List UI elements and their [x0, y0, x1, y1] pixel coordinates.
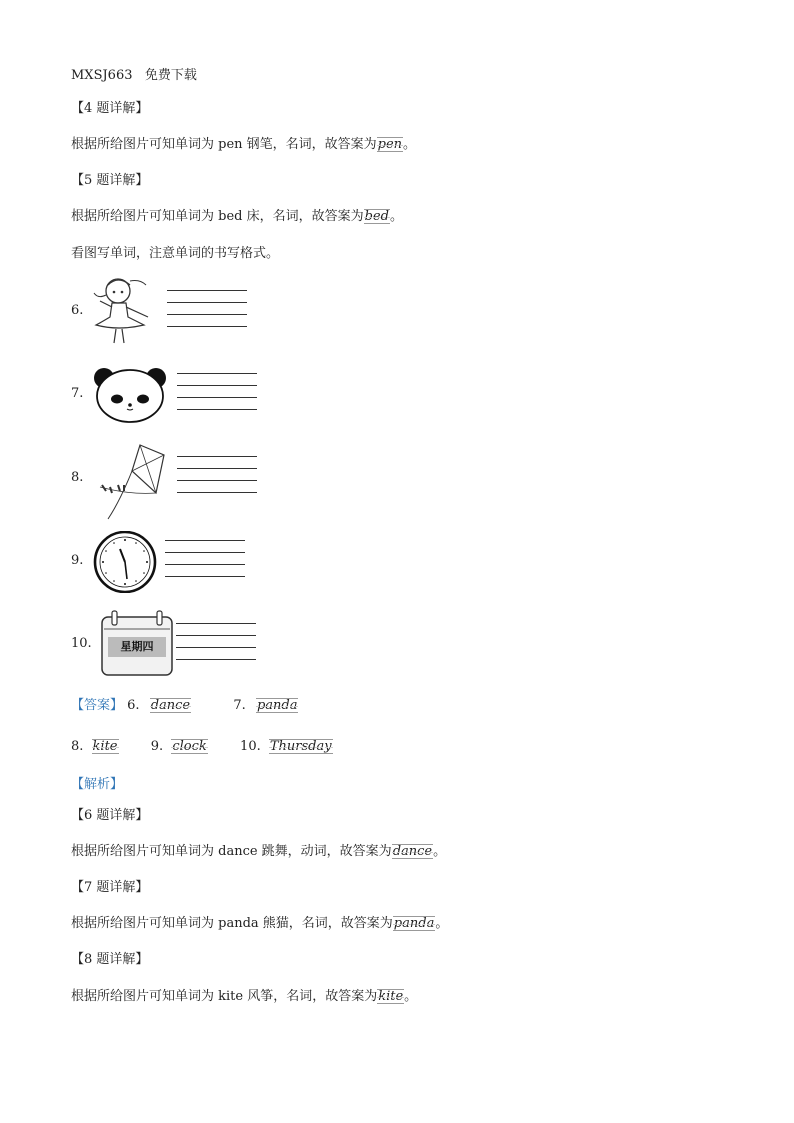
answer-8-number: 8. [71, 739, 84, 754]
answer-8-word: kite [92, 739, 118, 754]
q6-text: 根据所给图片可知单词为 dance 跳舞，动词，故答案为 [71, 844, 392, 859]
item-7-number: 7. [71, 386, 84, 401]
answer-7-word: panda [256, 698, 298, 713]
analysis-label: 【解析】 [71, 777, 124, 792]
q6-answer: dance [392, 844, 433, 859]
kite-icon [90, 441, 170, 521]
instruction: 看图写单词，注意单词的书写格式。 [71, 246, 280, 261]
calendar-icon [100, 609, 174, 677]
q5-end: 。 [389, 209, 403, 224]
q8-explanation [71, 989, 417, 1005]
q4-explanation [71, 137, 416, 153]
q5-explanation [71, 209, 403, 225]
dancer-icon [90, 273, 156, 345]
q4-text: 根据所给图片可知单词为 pen 钢笔，名词，故答案为 [71, 137, 377, 152]
header-code: MXSJ663 [71, 68, 133, 83]
calendar-weekday: 星期四 [120, 640, 154, 653]
q7-answer: panda [393, 916, 435, 931]
q5-text: 根据所给图片可知单词为 bed 床，名词，故答案为 [71, 209, 364, 224]
item-10-writing-lines [176, 623, 256, 671]
item-10-number: 10. [71, 636, 92, 651]
answer-10-word: Thursday [269, 739, 332, 754]
q8-title: 【8 题详解】 [71, 952, 149, 967]
header-free-download: 免费下载 [144, 68, 197, 83]
panda-icon [92, 364, 168, 424]
page-header [71, 68, 197, 84]
answers-row-1 [71, 698, 298, 714]
item-8-number: 8. [71, 470, 84, 485]
q7-text: 根据所给图片可知单词为 panda 熊猫，名词，故答案为 [71, 916, 393, 931]
q8-end: 。 [404, 989, 418, 1004]
answer-7-number: 7. [233, 698, 246, 713]
q4-title: 【4 题详解】 [71, 101, 149, 116]
q4-answer: pen [377, 137, 403, 152]
q5-answer: bed [364, 209, 389, 224]
q5-title: 【5 题详解】 [71, 173, 149, 188]
q8-answer: kite [378, 989, 404, 1004]
item-9-number: 9. [71, 553, 84, 568]
q7-explanation [71, 916, 448, 932]
item-6-number: 6. [71, 303, 84, 318]
item-6-writing-lines [167, 290, 247, 338]
q7-title: 【7 题详解】 [71, 880, 149, 895]
q6-title: 【6 题详解】 [71, 808, 149, 823]
answers-row-2 [71, 739, 333, 755]
answer-10-number: 10. [240, 739, 261, 754]
item-8-writing-lines [177, 456, 257, 504]
q4-end: 。 [403, 137, 417, 152]
clock-icon [92, 531, 158, 593]
answer-6-word: dance [150, 698, 191, 713]
answer-9-number: 9. [150, 739, 164, 754]
answer-6-number: 6. [127, 698, 140, 713]
q7-end: 。 [435, 916, 449, 931]
item-7-writing-lines [177, 373, 257, 421]
answer-9-word: clock [172, 739, 207, 754]
answer-label: 【答案】 [71, 698, 124, 713]
item-9-writing-lines [165, 540, 245, 588]
q6-explanation [71, 844, 446, 860]
q8-text: 根据所给图片可知单词为 kite 风筝，名词，故答案为 [71, 989, 378, 1004]
q6-end: 。 [433, 844, 447, 859]
